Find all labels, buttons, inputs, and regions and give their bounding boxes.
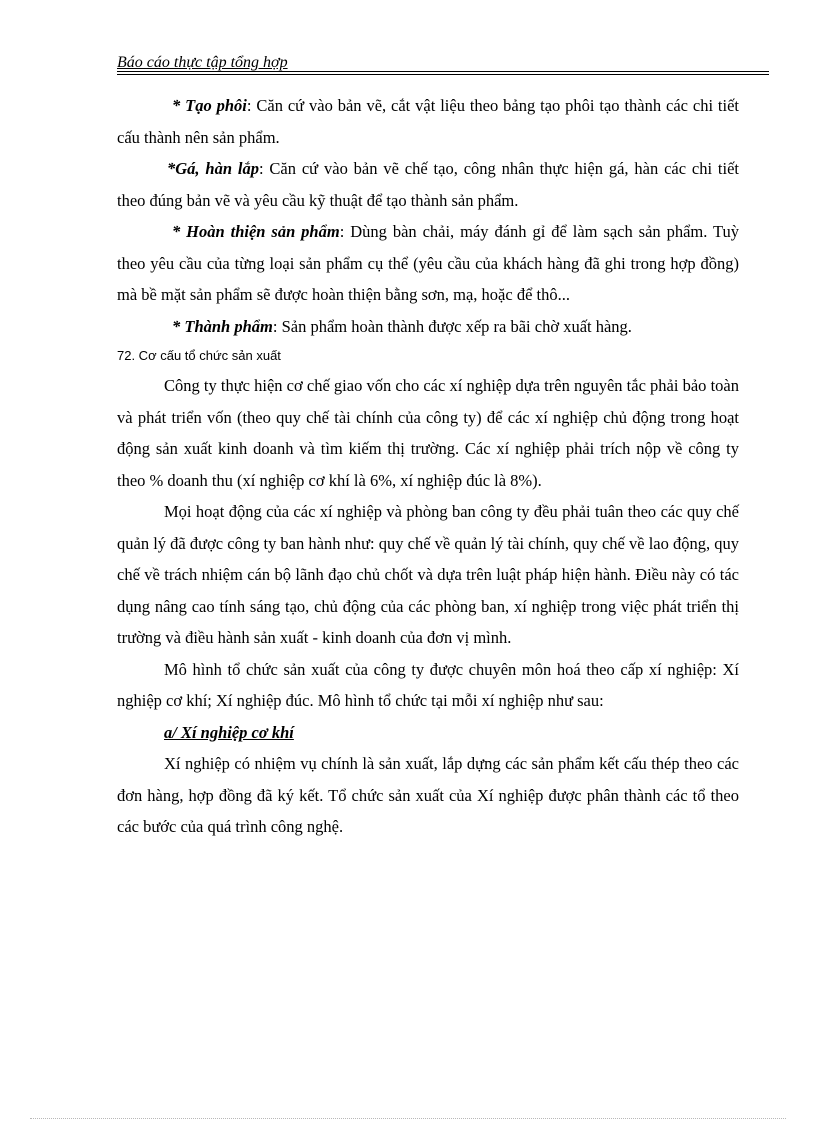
item-text: : Sản phẩm hoàn thành được xếp ra bãi chờ xuất hàng. (272, 316, 632, 336)
item-term: *Gá, hàn lắp (167, 159, 259, 178)
subheading-text: a/ Xí nghiệp cơ khí (164, 722, 294, 742)
item-ga-han-lap (117, 153, 739, 216)
paragraph: Mọi hoạt động của các xí nghiệp và phòng ban công ty đều phải tuân theo các quy chế quản lý đã được công ty ban hành như: quy chế về quản lý tài chính, quy chế về lao động, quy chế về trách nhiệm cán bộ lãnh đạo chủ chốt và dựa trên luật pháp hiện hành. Điều này có tác dụng nâng cao tính sáng tạo, chủ động của các phòng ban, xí nghiệp trong việc phát triển thị trường và điều hành sản xuất - kinh doanh của đơn vị mình. (117, 502, 739, 647)
header-rule (117, 71, 769, 75)
section-heading: 72. Cơ cấu tổ chức sản xuất (117, 348, 281, 363)
item-term: * Tạo phôi (172, 96, 247, 115)
paragraph: Mô hình tổ chức sản xuất của công ty được chuyên môn hoá theo cấp xí nghiệp: Xí nghiệp cơ khí; Xí nghiệp đúc. Mô hình tổ chức tại mỗi xí nghiệp như sau: (117, 659, 739, 710)
item-text: : Căn cứ vào bản vẽ chế tạo, công nhân thực hiện gá, hàn các chi tiết theo đúng bản vẽ và yêu cầu kỹ thuật để tạo thành sản phẩm. (117, 159, 739, 210)
item-tao-phoi (117, 90, 739, 153)
item-term: * Thành phẩm (172, 316, 273, 336)
paragraph: Xí nghiệp có nhiệm vụ chính là sản xuất, lắp dựng các sản phẩm kết cấu thép theo các đơn hàng, hợp đồng đã ký kết. Tổ chức sản xuất của Xí nghiệp được phân thành các tổ theo các bước của quá trình công nghệ. (117, 754, 739, 836)
item-text: : Căn cứ vào bản vẽ, cắt vật liệu theo bảng tạo phôi tạo thành các chi tiết cấu thành nên sản phẩm. (117, 96, 739, 147)
item-term: * Hoàn thiện sản phẩm (172, 222, 340, 241)
paragraph: Công ty thực hiện cơ chế giao vốn cho các xí nghiệp dựa trên nguyên tắc phải bảo toàn và phát triển vốn (theo quy chế tài chính của công ty) để các xí nghiệp chủ động trong hoạt động sản xuất kinh doanh và tìm kiếm thị trường. Các xí nghiệp phải trích nộp về công ty theo % doanh thu (xí nghiệp cơ khí là 6%, xí nghiệp đúc là 8%). (117, 376, 739, 490)
item-hoan-thien (117, 216, 739, 311)
document-body (117, 90, 739, 843)
item-text: : Dùng bàn chải, máy đánh gỉ để làm sạch sản phẩm. Tuỳ theo yêu cầu của từng loại sản phẩm cụ thể (yêu cầu của khách hàng đã ghi trong hợp đồng) mà bề mặt sản phẩm sẽ được hoàn thiện bằng sơn, mạ, hoặc để thô... (117, 222, 740, 304)
page-header: Báo cáo thực tập tổng hợp (117, 54, 288, 71)
subheading (117, 717, 739, 749)
footer-rule (30, 1118, 786, 1119)
item-thanh-pham (117, 311, 739, 343)
